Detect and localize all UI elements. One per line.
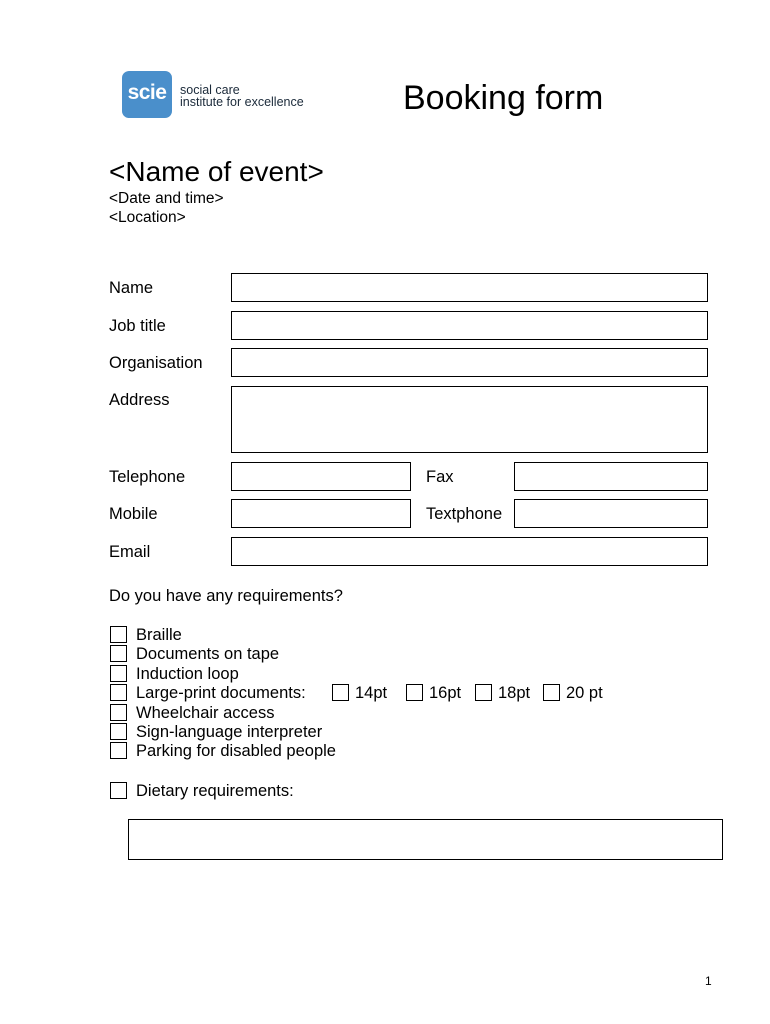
- size-14pt-checkbox[interactable]: [332, 684, 349, 701]
- wheelchair-access-checkbox[interactable]: [110, 704, 127, 721]
- page-number: 1: [705, 974, 712, 988]
- address-label: Address: [109, 391, 170, 409]
- logo-mark-text: scie: [127, 81, 167, 104]
- organisation-label: Organisation: [109, 354, 203, 372]
- logo-text-line-2: institute for excellence: [180, 95, 304, 109]
- name-label: Name: [109, 279, 154, 297]
- size-14pt-label: 14pt: [355, 684, 388, 702]
- braille-label: Braille: [136, 626, 182, 644]
- size-16pt-checkbox[interactable]: [406, 684, 423, 701]
- braille-checkbox[interactable]: [110, 626, 127, 643]
- textphone-field[interactable]: [514, 499, 708, 528]
- sign-language-label: Sign-language interpreter: [136, 723, 323, 741]
- sign-language-checkbox[interactable]: [110, 723, 127, 740]
- mobile-field[interactable]: [231, 499, 411, 528]
- large-print-label: Large-print documents:: [136, 684, 306, 702]
- telephone-field[interactable]: [231, 462, 411, 491]
- dietary-requirements-field[interactable]: [128, 819, 723, 860]
- mobile-label: Mobile: [109, 505, 158, 523]
- scie-logo-mark: [122, 71, 172, 118]
- address-field[interactable]: [231, 386, 708, 453]
- size-18pt-checkbox[interactable]: [475, 684, 492, 701]
- dietary-checkbox[interactable]: [110, 782, 127, 799]
- large-print-checkbox[interactable]: [110, 684, 127, 701]
- organisation-field[interactable]: [231, 348, 708, 377]
- wheelchair-access-label: Wheelchair access: [136, 704, 275, 722]
- induction-loop-label: Induction loop: [136, 665, 239, 683]
- size-16pt-label: 16pt: [429, 684, 462, 702]
- dietary-label: Dietary requirements:: [136, 782, 294, 800]
- textphone-label: Textphone: [426, 505, 503, 523]
- fax-label: Fax: [426, 468, 454, 486]
- telephone-label: Telephone: [109, 468, 186, 486]
- email-label: Email: [109, 543, 151, 561]
- logo-text-line-1: social care: [180, 83, 240, 97]
- event-name: <Name of event>: [109, 156, 324, 187]
- job-title-field[interactable]: [231, 311, 708, 340]
- form-title: Booking form: [403, 79, 604, 117]
- fax-field[interactable]: [514, 462, 708, 491]
- parking-checkbox[interactable]: [110, 742, 127, 759]
- name-field[interactable]: [231, 273, 708, 302]
- induction-loop-checkbox[interactable]: [110, 665, 127, 682]
- parking-label: Parking for disabled people: [136, 742, 336, 760]
- event-date-time: <Date and time>: [109, 190, 224, 207]
- size-20pt-label: 20 pt: [566, 684, 603, 702]
- requirements-question: Do you have any requirements?: [109, 587, 343, 605]
- documents-on-tape-checkbox[interactable]: [110, 645, 127, 662]
- email-field[interactable]: [231, 537, 708, 566]
- documents-on-tape-label: Documents on tape: [136, 645, 280, 663]
- job-title-label: Job title: [109, 317, 166, 335]
- size-20pt-checkbox[interactable]: [543, 684, 560, 701]
- event-location: <Location>: [109, 209, 186, 226]
- size-18pt-label: 18pt: [498, 684, 531, 702]
